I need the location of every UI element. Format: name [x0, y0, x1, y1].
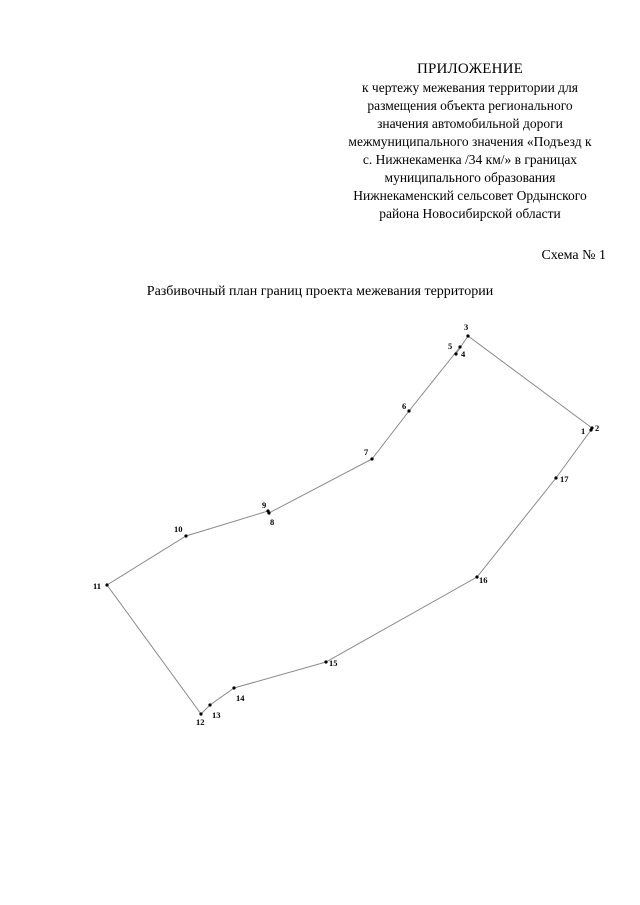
appendix-line-7: Нижнекаменский сельсовет Ордынского [353, 188, 587, 203]
boundary-point-label-3: 3 [464, 322, 469, 332]
boundary-point-label-1: 1 [581, 426, 586, 436]
boundary-point-label-17: 17 [560, 474, 569, 484]
boundary-point-label-10: 10 [174, 524, 183, 534]
scheme-number: Схема № 1 [541, 248, 606, 263]
appendix-line-1: к чертежу межевания территории для [361, 80, 578, 95]
boundary-point-label-13: 13 [212, 710, 221, 720]
boundary-point-label-15: 15 [329, 658, 338, 668]
boundary-point-marker-11 [105, 583, 108, 586]
boundary-point-marker-13 [208, 703, 211, 706]
boundary-point-label-4: 4 [461, 349, 466, 359]
boundary-point-marker-4 [454, 352, 457, 355]
boundary-point-label-6: 6 [402, 401, 407, 411]
appendix-line-8: района Новосибирской области [379, 206, 561, 221]
boundary-point-marker-5 [458, 345, 461, 348]
boundary-point-label-8: 8 [270, 517, 275, 527]
boundary-point-label-7: 7 [364, 447, 369, 457]
boundary-point-marker-3 [466, 334, 469, 337]
boundary-point-label-5: 5 [448, 341, 453, 351]
boundary-point-marker-7 [370, 457, 373, 460]
appendix-line-6: муниципального образования [384, 170, 556, 185]
plan-title: Разбивочный план границ проекта межевания территории [146, 284, 494, 299]
boundary-point-marker-10 [184, 534, 187, 537]
appendix-title: ПРИЛОЖЕНИЕ [416, 61, 524, 77]
boundary-point-label-9: 9 [262, 500, 267, 510]
boundary-point-marker-17 [554, 476, 557, 479]
appendix-line-4: межмуниципального значения «Подъезд к [348, 134, 592, 149]
appendix-line-5: с. Нижнекаменка /34 км/» в границах [362, 152, 578, 167]
boundary-point-marker-12 [199, 712, 202, 715]
boundary-point-label-2: 2 [595, 423, 600, 433]
boundary-point-marker-14 [232, 686, 235, 689]
boundary-point-marker-2 [590, 426, 593, 429]
boundary-point-label-14: 14 [236, 693, 245, 703]
boundary-point-marker-15 [324, 660, 327, 663]
boundary-point-label-12: 12 [196, 717, 205, 727]
boundary-point-label-16: 16 [479, 575, 488, 585]
boundary-point-marker-6 [407, 409, 410, 412]
boundary-point-marker-9 [266, 509, 269, 512]
appendix-line-2: размещения объекта регионального [367, 98, 573, 113]
appendix-line-3: значения автомобильной дороги [377, 116, 563, 131]
boundary-point-label-11: 11 [93, 581, 102, 591]
